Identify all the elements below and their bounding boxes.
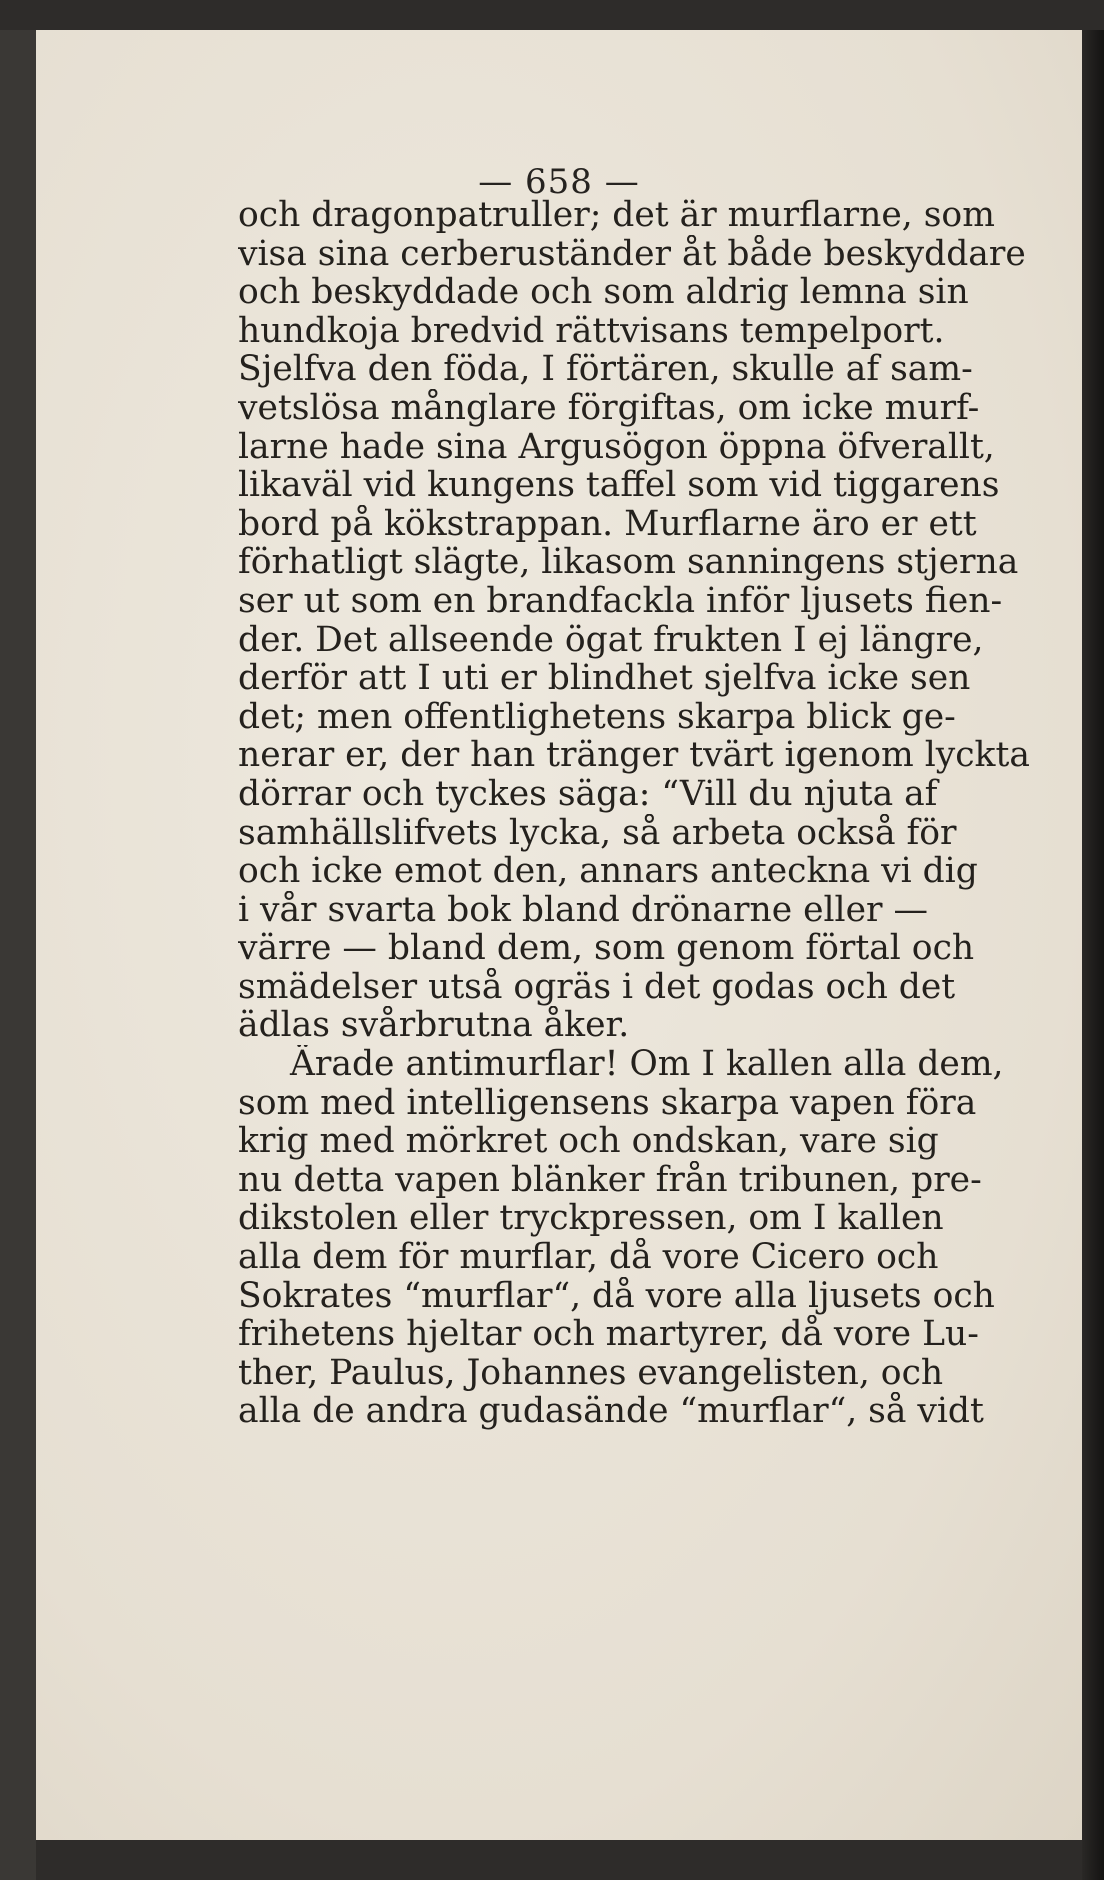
text-line-paragraph-start: Ärade antimurflar! Om I kallen alla dem, bbox=[290, 1045, 1004, 1084]
text-line: likaväl vid kungens taffel som vid tiggarens bbox=[238, 466, 1000, 505]
text-line: och beskyddade och som aldrig lemna sin bbox=[238, 273, 969, 312]
text-line: Sokrates “murflar“, då vore alla ljusets och bbox=[238, 1276, 995, 1316]
text-line: ser ut som en brandfackla inför ljusets fien- bbox=[238, 581, 1003, 621]
text-line: samhällslifvets lycka, så arbeta också för bbox=[238, 813, 957, 853]
page-number: — 658 — bbox=[478, 162, 640, 202]
text-line: Sjelfva den föda, I förtären, skulle af sam- bbox=[238, 350, 973, 389]
text-line: larne hade sina Argusögon öppna öfverallt, bbox=[238, 427, 995, 467]
text-line: frihetens hjeltar och martyrer, då vore Lu- bbox=[238, 1315, 979, 1354]
text-line: vetslösa månglare förgiftas, om icke murf- bbox=[238, 388, 980, 428]
text-line: dörrar och tyckes säga: “Vill du njuta af bbox=[238, 774, 938, 814]
scan-bottom-edge bbox=[36, 1840, 1082, 1880]
text-line: och icke emot den, annars anteckna vi dig bbox=[238, 852, 978, 891]
text-line: dikstolen eller tryckpressen, om I kallen bbox=[238, 1199, 944, 1239]
text-line: nerar er, der han tränger tvärt igenom lyckta bbox=[238, 736, 1030, 775]
text-line: bord på kökstrappan. Murflarne äro er ett bbox=[238, 504, 977, 544]
text-line: krig med mörkret och ondskan, vare sig bbox=[238, 1122, 939, 1161]
text-line: der. Det allseende ögat frukten I ej längre, bbox=[238, 620, 984, 660]
book-spine-shadow bbox=[1082, 30, 1104, 1880]
text-line: värre — bland dem, som genom förtal och bbox=[238, 929, 975, 968]
text-line: det; men offentlighetens skarpa blick ge- bbox=[238, 697, 956, 737]
text-line: nu detta vapen blänker från tribunen, pre- bbox=[238, 1160, 982, 1200]
text-line: och dragonpatruller; det är murflarne, som bbox=[238, 196, 995, 235]
text-line: derför att I uti er blindhet sjelfva icke sen bbox=[238, 659, 971, 698]
text-line: hundkoja bredvid rättvisans tempelport. bbox=[238, 311, 945, 351]
text-line: som med intelligensens skarpa vapen föra bbox=[238, 1083, 977, 1123]
text-line: i vår svarta bok bland drönarne eller — bbox=[238, 890, 928, 930]
text-line: visa sina cerberuständer åt både beskyddare bbox=[238, 234, 1026, 274]
text-line: alla dem för murflar, då vore Cicero och bbox=[238, 1238, 939, 1277]
text-line: ädlas svårbrutna åker. bbox=[238, 1006, 630, 1046]
text-line: alla de andra gudasände “murflar“, så vidt bbox=[238, 1392, 984, 1431]
text-line: förhatligt slägte, likasom sanningens stjerna bbox=[238, 543, 1019, 582]
text-line: ther, Paulus, Johannes evangelisten, och bbox=[238, 1353, 944, 1393]
text-line: smädelser utså ogräs i det godas och det bbox=[238, 967, 956, 1007]
body-text bbox=[238, 196, 1088, 1431]
scan-top-edge bbox=[0, 0, 1104, 30]
